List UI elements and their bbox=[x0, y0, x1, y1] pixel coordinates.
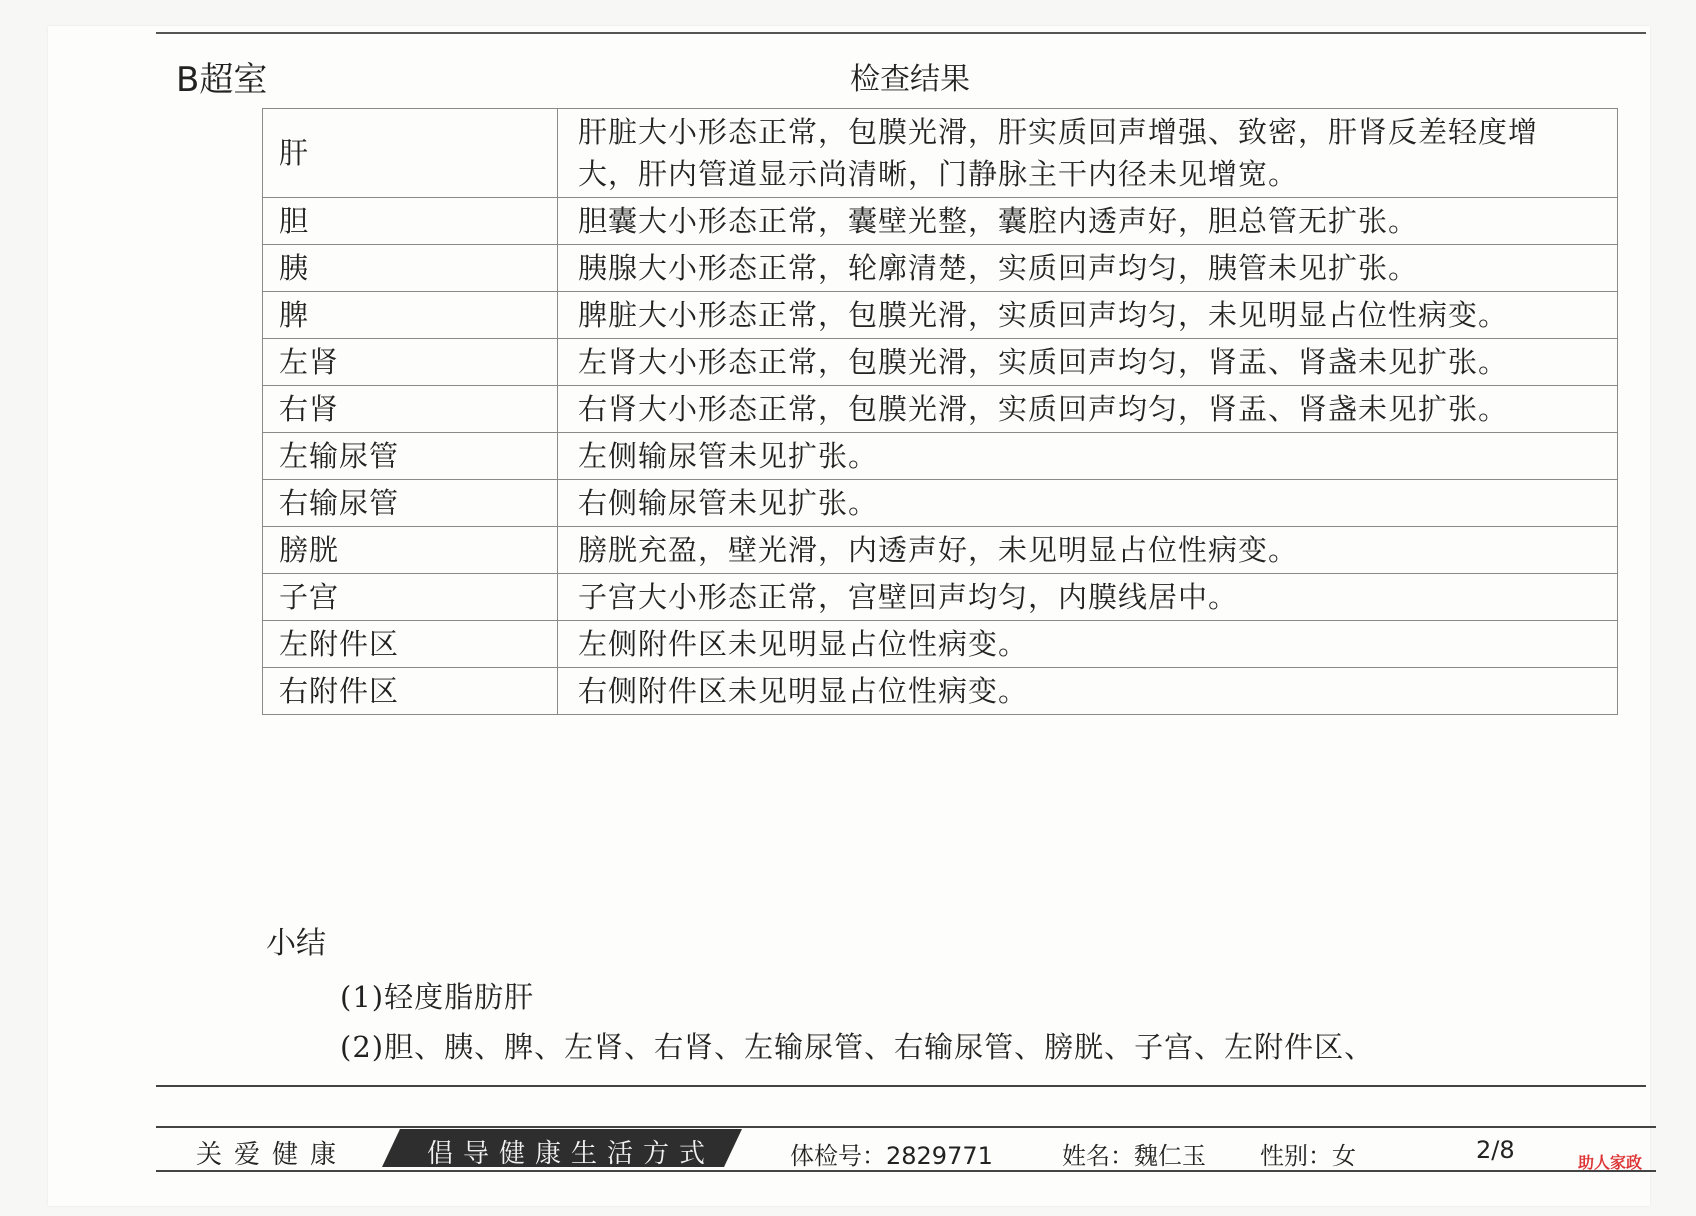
organ-cell: 左附件区 bbox=[263, 621, 558, 668]
result-row bbox=[263, 433, 1618, 480]
result-row bbox=[263, 480, 1618, 527]
organ-cell: 脾 bbox=[263, 292, 558, 339]
result-row bbox=[263, 245, 1618, 292]
footer-rule bbox=[156, 1126, 1656, 1128]
finding-cell: 右侧附件区未见明显占位性病变。 bbox=[558, 668, 1618, 715]
result-row bbox=[263, 109, 1618, 198]
organ-cell: 肝 bbox=[263, 109, 558, 198]
organ-cell: 膀胱 bbox=[263, 527, 558, 574]
finding-cell: 脾脏大小形态正常，包膜光滑，实质回声均匀，未见明显占位性病变。 bbox=[558, 292, 1618, 339]
footer-slogan-right: 倡导健康生活方式 bbox=[426, 1139, 715, 1169]
finding-cell: 胆囊大小形态正常，囊壁光整，囊腔内透声好，胆总管无扩张。 bbox=[558, 198, 1618, 245]
organ-cell: 右肾 bbox=[263, 386, 558, 433]
organ-cell: 左输尿管 bbox=[263, 433, 558, 480]
organ-cell: 右输尿管 bbox=[263, 480, 558, 527]
footer-slogan-left: 关爱健康 bbox=[196, 1140, 349, 1170]
footer-patient-gender: 性别：女 bbox=[1260, 1142, 1356, 1170]
results-table bbox=[262, 108, 1618, 715]
result-row bbox=[263, 198, 1618, 245]
results-column-title: 检查结果 bbox=[850, 62, 970, 97]
organ-cell: 胆 bbox=[263, 198, 558, 245]
footer-exam-number: 体检号：2829771 bbox=[790, 1142, 993, 1170]
finding-cell: 左肾大小形态正常，包膜光滑，实质回声均匀，肾盂、肾盏未见扩张。 bbox=[558, 339, 1618, 386]
result-row bbox=[263, 621, 1618, 668]
top-divider bbox=[156, 32, 1646, 34]
organ-cell: 右附件区 bbox=[263, 668, 558, 715]
summary-list bbox=[340, 972, 1640, 1072]
finding-cell: 左侧附件区未见明显占位性病变。 bbox=[558, 621, 1618, 668]
result-row bbox=[263, 574, 1618, 621]
footer-page-number: 2/8 bbox=[1476, 1136, 1515, 1164]
watermark-text: 助人家政 bbox=[1578, 1153, 1643, 1172]
page-footer bbox=[156, 1126, 1656, 1174]
organ-cell: 左肾 bbox=[263, 339, 558, 386]
result-row bbox=[263, 527, 1618, 574]
summary-title: 小结 bbox=[266, 926, 326, 961]
result-row bbox=[263, 339, 1618, 386]
footer-patient-name: 姓名：魏仁玉 bbox=[1062, 1142, 1206, 1170]
finding-cell: 子宫大小形态正常，宫壁回声均匀，内膜线居中。 bbox=[558, 574, 1618, 621]
finding-cell: 右侧输尿管未见扩张。 bbox=[558, 480, 1618, 527]
department-label: B超室 bbox=[176, 60, 268, 100]
result-row bbox=[263, 386, 1618, 433]
summary-item: (1)轻度脂肪肝 bbox=[340, 980, 535, 1014]
summary-item: (2)胆、胰、脾、左肾、右肾、左输尿管、右输尿管、膀胱、子宫、左附件区、 bbox=[340, 1030, 1375, 1064]
finding-cell: 膀胱充盈，壁光滑，内透声好，未见明显占位性病变。 bbox=[558, 527, 1618, 574]
finding-cell: 肝脏大小形态正常，包膜光滑，肝实质回声增强、致密，肝肾反差轻度增大，肝内管道显示尚清晰，门静脉主干内径未见增宽。 bbox=[558, 109, 1618, 198]
result-row bbox=[263, 292, 1618, 339]
result-row bbox=[263, 668, 1618, 715]
organ-cell: 子宫 bbox=[263, 574, 558, 621]
finding-cell: 左侧输尿管未见扩张。 bbox=[558, 433, 1618, 480]
finding-cell: 右肾大小形态正常，包膜光滑，实质回声均匀，肾盂、肾盏未见扩张。 bbox=[558, 386, 1618, 433]
organ-cell: 胰 bbox=[263, 245, 558, 292]
finding-cell: 胰腺大小形态正常，轮廓清楚，实质回声均匀，胰管未见扩张。 bbox=[558, 245, 1618, 292]
bottom-divider bbox=[156, 1085, 1646, 1087]
